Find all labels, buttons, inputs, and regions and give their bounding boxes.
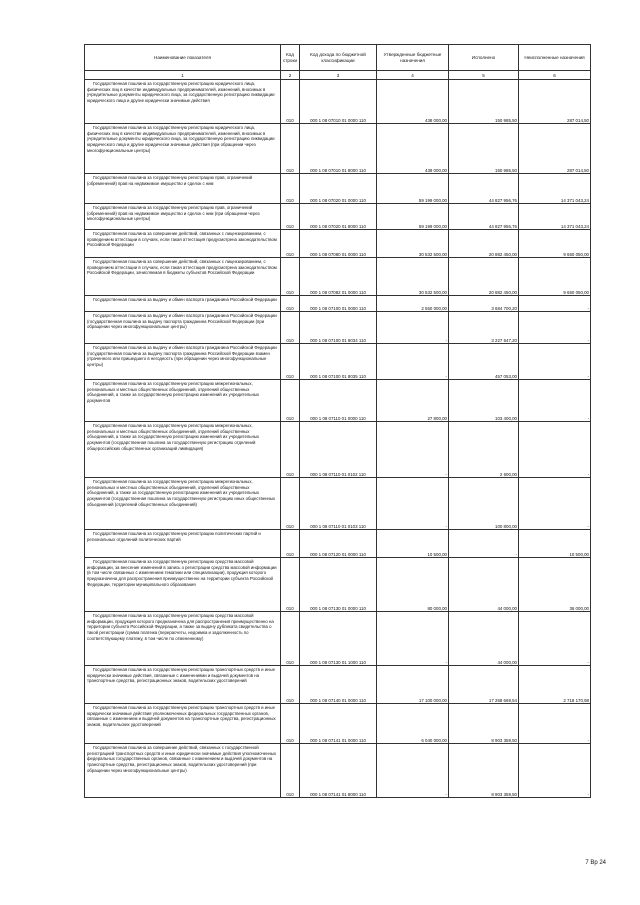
row-approved: - (377, 344, 449, 380)
row-line-code: 010 (281, 704, 300, 744)
row-name (85, 174, 281, 204)
row-executed: 3 684 700,20 (449, 296, 519, 312)
column-number-row (85, 71, 591, 80)
row-name-text: Государственная пошлина за государственную регистрацию средства массовой информации, продукция которого предназначена для распространения преимущественно на территории субъекта Российской Федерации, а также за выдачу дубликата свидетельства о такой регистрации (сумма платежа (перерасчеты, недоимка и задолженность по соответствующему платежу, в том числе по отмененному) (87, 613, 274, 641)
row-name (85, 230, 281, 258)
table-row (85, 80, 591, 124)
row-approved: 6 040 000,00 (377, 704, 449, 744)
row-unexecuted: 10 500,00 (519, 530, 591, 558)
row-line-code: 010 (281, 530, 300, 558)
row-unexecuted: - (519, 312, 591, 344)
row-income-code: 000 1 08 07130 01 0000 110 (300, 558, 377, 612)
row-approved: 30 532 500,00 (377, 230, 449, 258)
row-executed: 44 827 956,76 (449, 174, 519, 204)
row-name (85, 704, 281, 744)
row-line-code: 010 (281, 258, 300, 296)
report-sheet (84, 44, 590, 798)
row-name (85, 296, 281, 312)
row-executed: 8 903 359,50 (449, 744, 519, 798)
row-line-code: 010 (281, 612, 300, 666)
row-approved: - (377, 478, 449, 530)
row-line-code: 010 (281, 666, 300, 704)
column-number: 2 (281, 71, 300, 80)
row-line-code: 010 (281, 422, 300, 478)
row-income-code: 000 1 08 07010 01 8000 110 (300, 124, 377, 174)
table-row (85, 744, 591, 798)
row-name-text: Государственная пошлина за государственную регистрацию межрегиональных, региональных и местных общественных объединений, отделений общественных объединений, а также за государственную регистрацию изменений их учредительных документов (87, 381, 260, 404)
table-row (85, 296, 591, 312)
row-income-code: 000 1 08 07110 01 0103 110 (300, 478, 377, 530)
row-line-code: 010 (281, 380, 300, 422)
table-row (85, 344, 591, 380)
row-income-code: 000 1 08 07120 01 0000 110 (300, 530, 377, 558)
row-income-code: 000 1 08 07100 01 0000 110 (300, 296, 377, 312)
row-executed: 2 600,00 (449, 422, 519, 478)
row-name (85, 478, 281, 530)
header-unexecuted: Неисполненные назначения (519, 45, 591, 71)
row-approved: 10 500,00 (377, 530, 449, 558)
row-unexecuted: - (519, 612, 591, 666)
row-line-code: 010 (281, 230, 300, 258)
row-approved: - (377, 612, 449, 666)
row-name-text: Государственная пошлина за совершение действий, связанных с государственной регистрацией транспортных средств и иные юридически значимые действия уполномоченных федеральных государственных органов, связанные с изменением и выдачей документов на транспортные средства, регистрационных знаков, водительских удостоверений (при обращении через многофункциональные центры) (87, 745, 277, 773)
row-line-code: 010 (281, 344, 300, 380)
row-name (85, 204, 281, 230)
row-line-code: 010 (281, 204, 300, 230)
row-name (85, 80, 281, 124)
row-name-text: Государственная пошлина за выдачу и обмен паспорта гражданина Российской Федерации (93, 297, 277, 302)
row-name-text: Государственная пошлина за выдачу и обмен паспорта гражданина Российской Федерации (государственная пошлина за выдачу паспорта гражданина Российской Федерации взамен утраченного или пришедшего в негодность (при обращении через многофункциональные центры) (87, 345, 277, 368)
row-name (85, 558, 281, 612)
row-name (85, 380, 281, 422)
column-number: 3 (300, 71, 377, 80)
row-executed: 17 268 669,54 (449, 666, 519, 704)
table-header-row (85, 45, 591, 71)
row-unexecuted: 36 000,00 (519, 558, 591, 612)
row-line-code: 010 (281, 124, 300, 174)
row-income-code: 000 1 08 07140 01 0000 110 (300, 666, 377, 704)
row-name (85, 422, 281, 478)
column-number: 4 (377, 71, 449, 80)
header-indicator-name: Наименование показателя (85, 45, 281, 71)
page-number: 7 Вр 24 (585, 860, 606, 866)
row-line-code: 010 (281, 174, 300, 204)
revenue-table (84, 44, 591, 798)
row-name-text: Государственная пошлина за государственную регистрацию прав, ограничений (обременений) прав на недвижимое имущество и сделок с ним (87, 175, 253, 186)
row-unexecuted: 9 650 050,00 (519, 258, 591, 296)
row-line-code: 010 (281, 296, 300, 312)
header-line-code: Код строки (281, 45, 300, 71)
row-approved: 30 532 500,00 (377, 258, 449, 296)
row-line-code: 010 (281, 744, 300, 798)
table-row (85, 258, 591, 296)
row-approved: 17 100 000,00 (377, 666, 449, 704)
column-number: 5 (449, 71, 519, 80)
row-name-text: Государственная пошлина за государственную регистрацию межрегиональных, региональных и местных общественных объединений, отделений общественных объединений, а также за государственную регистрацию изменений их учредительных документов (государственная пошлина за государственную регистрацию отделений общероссийских общественных организаций ликвидация) (87, 423, 260, 451)
row-executed: 457 053,00 (449, 344, 519, 380)
row-executed: 3 227 647,20 (449, 312, 519, 344)
row-line-code: 010 (281, 558, 300, 612)
row-executed: 20 882 450,00 (449, 258, 519, 296)
row-income-code: 000 1 08 07100 01 8035 110 (300, 344, 377, 380)
row-unexecuted: - (519, 296, 591, 312)
row-unexecuted: - (519, 344, 591, 380)
row-unexecuted: 2 718 170,98 (519, 666, 591, 704)
row-unexecuted: - (519, 704, 591, 744)
row-approved: - (377, 422, 449, 478)
row-unexecuted: 14 371 043,24 (519, 174, 591, 204)
table-row (85, 704, 591, 744)
table-row (85, 380, 591, 422)
row-name (85, 666, 281, 704)
row-income-code: 000 1 08 07010 01 0000 110 (300, 80, 377, 124)
header-approved: Утвержденные бюджетные назначения (377, 45, 449, 71)
table-row (85, 612, 591, 666)
row-approved: - (377, 312, 449, 344)
row-name-text: Государственная пошлина за государственную регистрацию юридического лица, физических лиц в качестве индивидуальных предпринимателей, изменений, вносимых в учредительные документы юридического лица, за государственную регистрацию ликвидации юридического лица и другие юридически значимые действия (при обращении через многофункциональные центры) (87, 125, 275, 153)
row-executed: 44 000,00 (449, 558, 519, 612)
table-row (85, 204, 591, 230)
row-name (85, 124, 281, 174)
row-income-code: 000 1 08 07020 01 0000 110 (300, 174, 377, 204)
row-income-code: 000 1 08 07100 01 8034 110 (300, 312, 377, 344)
row-unexecuted: - (519, 744, 591, 798)
table-row (85, 558, 591, 612)
row-name-text: Государственная пошлина за государственную регистрацию средства массовой информации, за внесение изменений в запись о регистрации средства массовой информации (в том числе связанных с изменением тематики или специализации), продукция которого предназначена для распространения преимущественно на территории субъекта Российской Федерации, территории муниципального образования (87, 559, 277, 587)
row-unexecuted: 287 014,50 (519, 124, 591, 174)
table-row (85, 312, 591, 344)
row-income-code: 000 1 08 07110 01 0102 110 (300, 422, 377, 478)
row-name (85, 312, 281, 344)
row-executed: 150 985,50 (449, 124, 519, 174)
row-line-code: 010 (281, 478, 300, 530)
row-name-text: Государственная пошлина за выдачу и обмен паспорта гражданина Российской Федерации (государственная пошлина за выдачу паспорта гражданина Российской Федерации (при обращении через многофункциональные центры) (87, 313, 277, 330)
row-name (85, 744, 281, 798)
row-executed: 44 000,00 (449, 612, 519, 666)
row-income-code: 000 1 08 07110 01 0000 110 (300, 380, 377, 422)
row-approved: 438 000,00 (377, 124, 449, 174)
row-name (85, 344, 281, 380)
row-name (85, 530, 281, 558)
row-unexecuted: - (519, 478, 591, 530)
row-name-text: Государственная пошлина за государственную регистрацию межрегиональных, региональных и местных общественных объединений, отделений общественных объединений, а также за государственную регистрацию изменений их учредительных документов (государственная пошлина за государственную регистрацию иных общественных объединений (отделений общественных объединений) (87, 479, 276, 507)
row-line-code: 010 (281, 80, 300, 124)
row-approved: 438 000,00 (377, 80, 449, 124)
row-approved: 2 550 000,00 (377, 296, 449, 312)
row-name-text: Государственная пошлина за государственную регистрацию политических партий и региональных отделений политических партий (87, 531, 261, 542)
row-name-text: Государственная пошлина за государственную регистрацию юридического лица, физических лиц в качестве индивидуальных предпринимателей, изменений, вносимых в учредительные документы юридического лица, за государственную регистрацию ликвидации юридического лица и другие юридически значимые действия (87, 81, 275, 104)
row-approved: 80 000,00 (377, 558, 449, 612)
row-approved: 27 800,00 (377, 380, 449, 422)
row-executed: 8 903 359,50 (449, 704, 519, 744)
row-unexecuted: - (519, 380, 591, 422)
row-executed: 150 985,50 (449, 80, 519, 124)
column-number: 6 (519, 71, 591, 80)
row-income-code: 000 1 08 07020 01 8000 110 (300, 204, 377, 230)
table-row (85, 666, 591, 704)
row-name-text: Государственная пошлина за государственную регистрацию прав, ограничений (обременений) прав на недвижимое имущество и сделок с ним (при обращении через многофункциональные центры) (87, 205, 260, 222)
row-executed: - (449, 530, 519, 558)
row-executed: 103 400,00 (449, 380, 519, 422)
row-name-text: Государственная пошлина за совершение действий, связанных с лицензированием, с проведением аттестации в случаях, если такая аттестация предусмотрена законодательством Российской Федерации (87, 231, 277, 248)
row-income-code: 000 1 08 07080 01 0000 110 (300, 230, 377, 258)
table-row (85, 478, 591, 530)
row-executed: 44 827 956,76 (449, 204, 519, 230)
row-name-text: Государственная пошлина за государственную регистрацию транспортных средств и иные юридически значимые действия, связанные с изменениями и выдачей документов на транспортные средства, регистрационных знаков, водительских удостоверений (87, 667, 275, 684)
row-income-code: 000 1 08 07130 01 1000 110 (300, 612, 377, 666)
row-income-code: 000 1 08 07141 01 8000 110 (300, 744, 377, 798)
row-name (85, 258, 281, 296)
row-income-code: 000 1 08 07141 01 0000 110 (300, 704, 377, 744)
row-executed: 20 882 450,00 (449, 230, 519, 258)
table-row (85, 174, 591, 204)
row-approved: 59 199 000,00 (377, 204, 449, 230)
table-row (85, 124, 591, 174)
row-unexecuted: 14 371 043,24 (519, 204, 591, 230)
row-unexecuted: - (519, 422, 591, 478)
header-executed: Исполнено (449, 45, 519, 71)
row-executed: 100 800,00 (449, 478, 519, 530)
table-row (85, 422, 591, 478)
row-unexecuted: 287 014,50 (519, 80, 591, 124)
row-name (85, 612, 281, 666)
table-row (85, 530, 591, 558)
row-income-code: 000 1 08 07082 01 0000 110 (300, 258, 377, 296)
column-number: 1 (85, 71, 281, 80)
row-line-code: 010 (281, 312, 300, 344)
row-approved: - (377, 744, 449, 798)
table-row (85, 230, 591, 258)
row-name-text: Государственная пошлина за совершение действий, связанных с лицензированием, с проведением аттестации в случаях, если такая аттестация предусмотрена законодательством Российской Федерации, зачисляемая в бюджеты субъектов Российской Федерации (87, 259, 277, 276)
row-approved: 59 199 000,00 (377, 174, 449, 204)
row-name-text: Государственная пошлина за государственную регистрацию транспортных средств и иные юридически значимые действия уполномоченных федеральных государственных органов, связанные с изменением и выдачей документов на транспортные средства, регистрационных знаков, водительских удостоверений (87, 705, 276, 728)
row-unexecuted: 9 650 050,00 (519, 230, 591, 258)
header-income-code: Код дохода по бюджетной классификации (300, 45, 377, 71)
